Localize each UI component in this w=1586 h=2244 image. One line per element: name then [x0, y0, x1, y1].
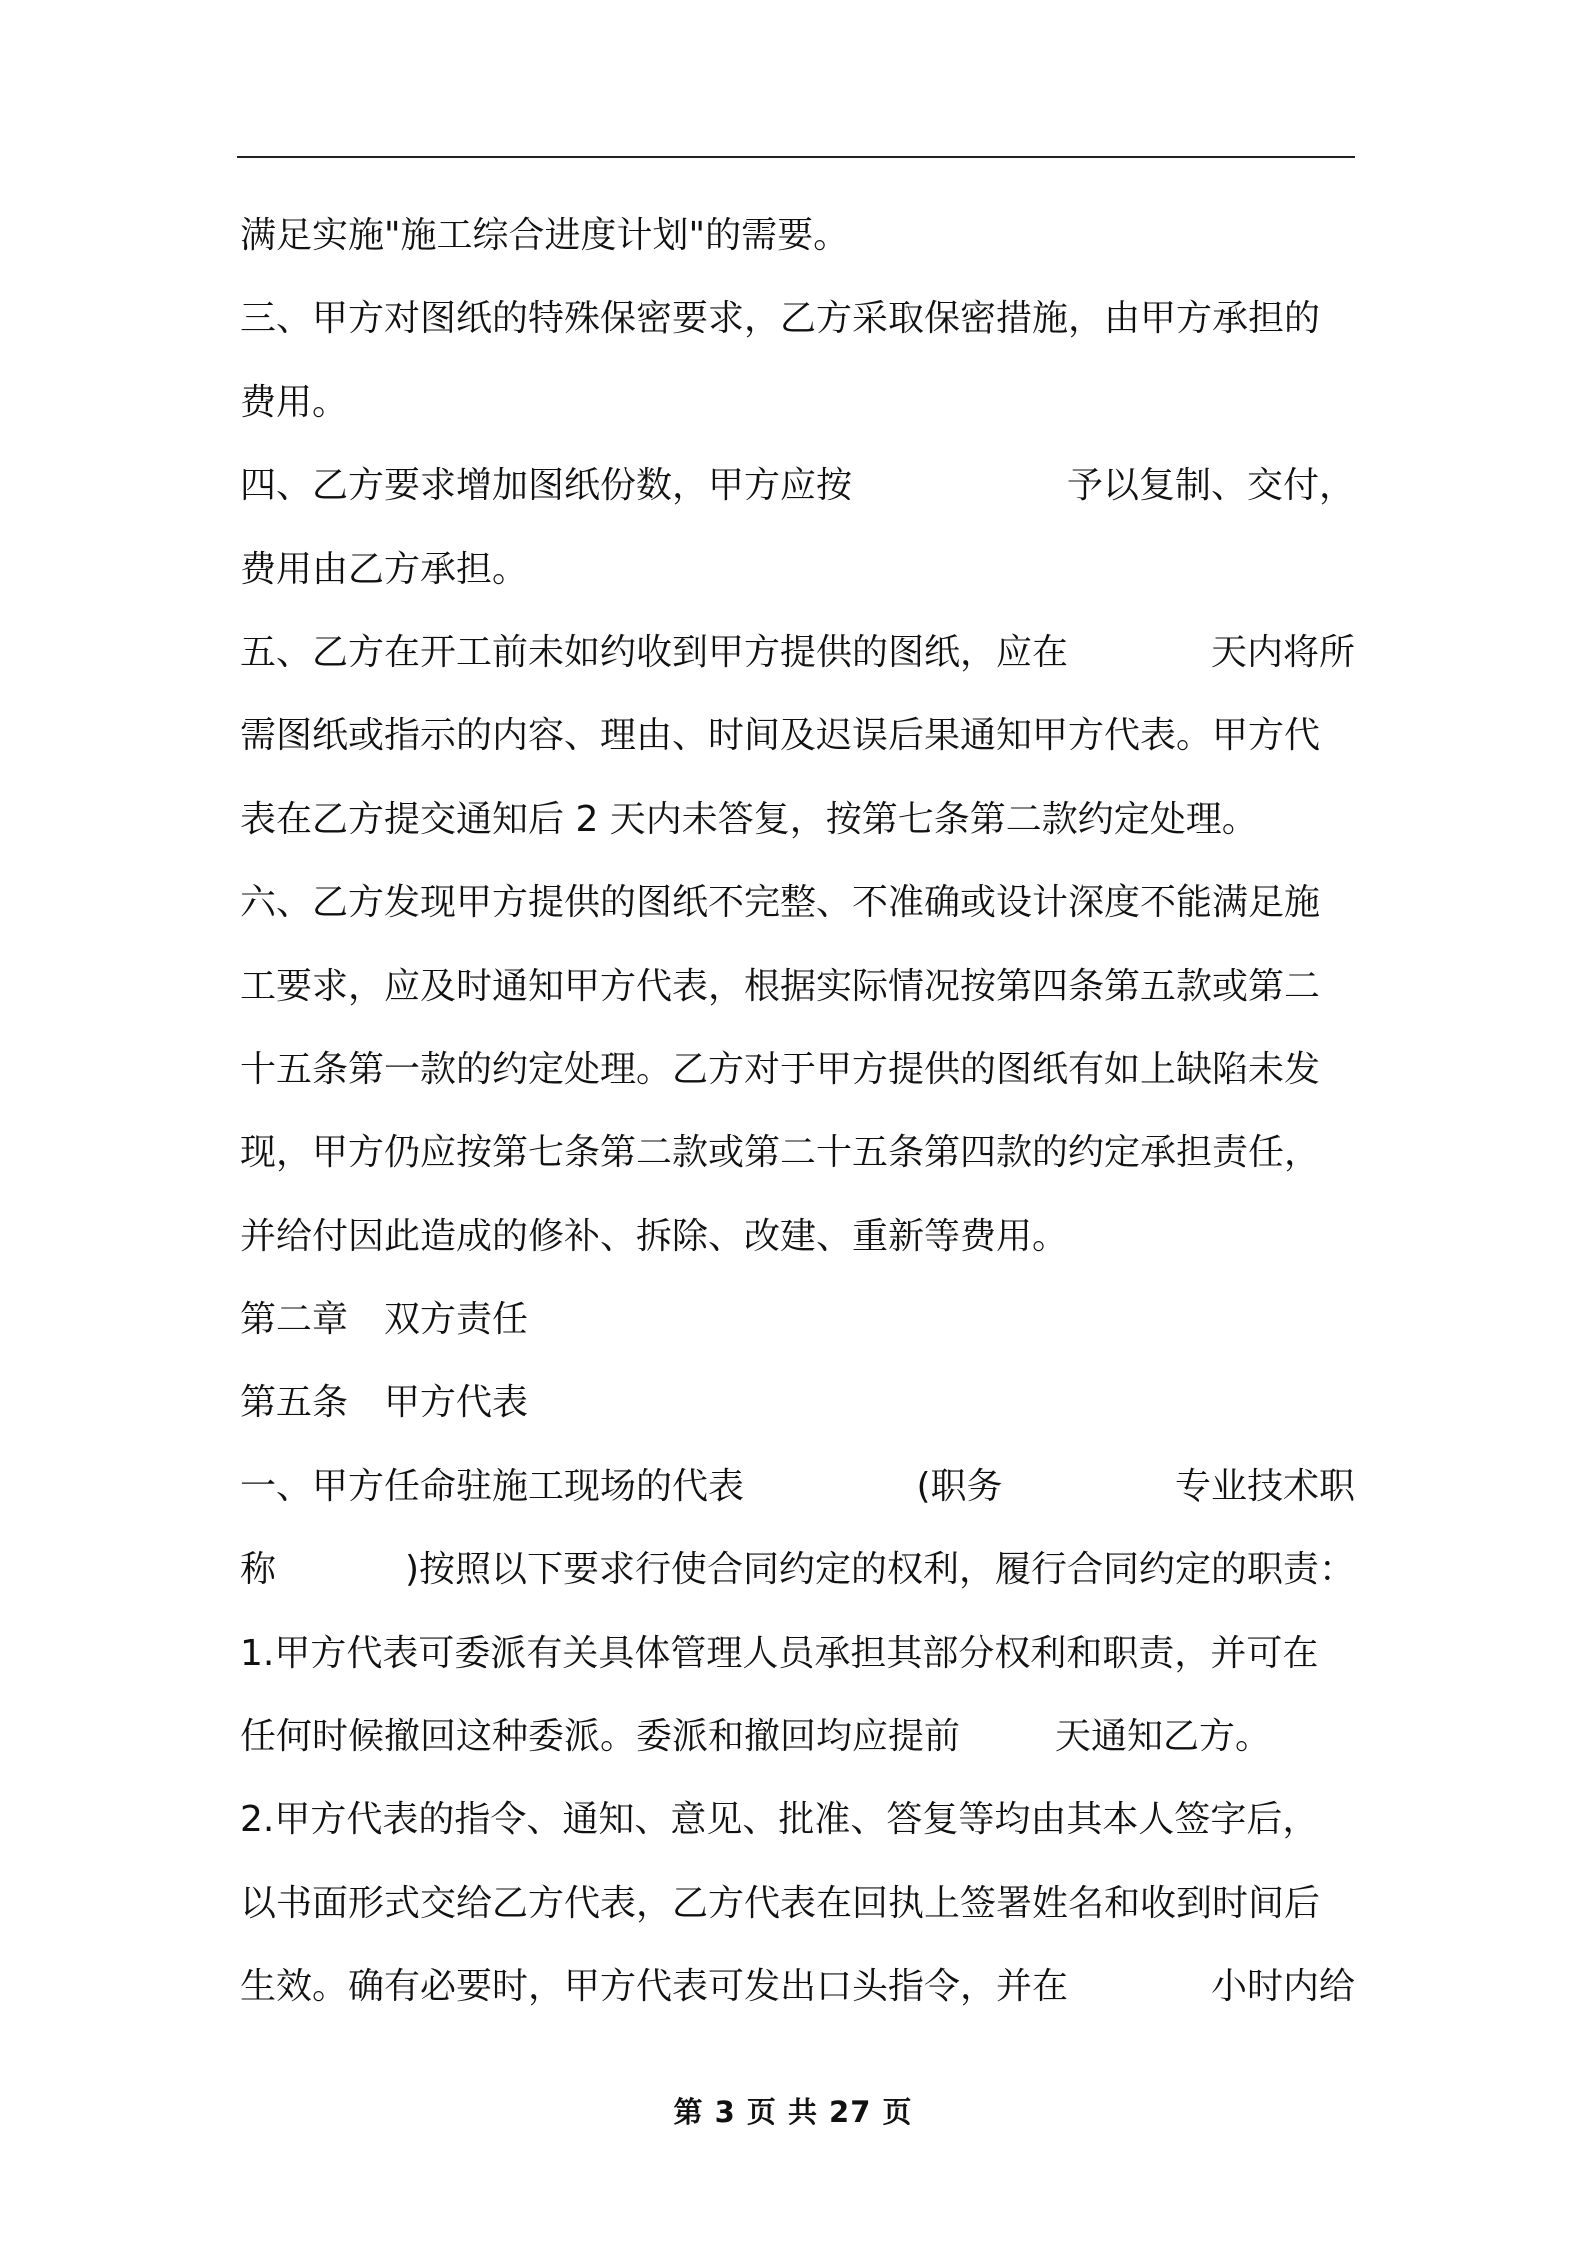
text-segment: 一、甲方任命驻施工现场的代表 [240, 1465, 745, 1507]
text-segment: 五、乙方在开工前未如约收到甲方提供的图纸，应在 [240, 631, 1069, 673]
text-line [240, 1445, 1355, 1528]
text-segment: 1.甲方代表可委派有关具体管理人员承担其部分权利和职责，并可在 [240, 1632, 1319, 1674]
text-line [240, 861, 1355, 944]
text-line [240, 1778, 1355, 1861]
text-segment: 表在乙方提交通知后 2 天内未答复，按第七条第二款约定处理。 [240, 798, 1258, 840]
text-line [240, 361, 1355, 444]
text-line [240, 1028, 1355, 1111]
text-line [240, 778, 1355, 861]
page-number-label: 第 3 页 共 27 页 [673, 2095, 913, 2129]
text-segment: 费用。 [240, 381, 349, 423]
chapter-heading [240, 1278, 1355, 1361]
text-segment: 费用由乙方承担。 [240, 548, 529, 590]
contract-body [240, 194, 1355, 2029]
text-segment: 需图纸或指示的内容、理由、时间及迟误后果通知甲方代表。甲方代 [240, 715, 1321, 757]
text-segment: (职务 [916, 1465, 1003, 1507]
text-segment: 以书面形式交给乙方代表，乙方代表在回执上签署姓名和收到时间后 [240, 1882, 1321, 1924]
text-line [240, 277, 1355, 360]
text-segment: 予以复制、交付， [1066, 465, 1355, 507]
text-segment: )按照以下要求行使合同约定的权利，履行合同约定的职责： [404, 1549, 1355, 1591]
text-segment: 四、乙方要求增加图纸份数，甲方应按 [240, 465, 853, 507]
text-line [240, 528, 1355, 611]
text-line [240, 194, 1355, 277]
text-segment: 称 [240, 1549, 277, 1591]
text-segment: 生效。确有必要时，甲方代表可发出口头指令，并在 [240, 1966, 1069, 2008]
text-line [240, 1528, 1355, 1611]
text-segment: 天通知乙方。 [1055, 1716, 1272, 1758]
text-line [240, 1945, 1355, 2028]
text-line [240, 611, 1355, 694]
text-segment: 现，甲方仍应按第七条第二款或第二十五条第四款的约定承担责任， [240, 1132, 1321, 1174]
text-segment: 三、甲方对图纸的特殊保密要求，乙方采取保密措施，由甲方承担的 [240, 298, 1321, 340]
text-line [240, 444, 1355, 527]
text-segment: 工要求，应及时通知甲方代表，根据实际情况按第四条第五款或第二 [240, 965, 1321, 1007]
text-segment: 十五条第一款的约定处理。乙方对于甲方提供的图纸有如上缺陷未发 [240, 1048, 1321, 1090]
text-segment: 满足实施"施工综合进度计划"的需要。 [240, 215, 850, 256]
text-line [240, 1695, 1355, 1778]
text-segment: 第二章 双方责任 [240, 1299, 529, 1341]
text-line [240, 945, 1355, 1028]
text-line [240, 1862, 1355, 1945]
text-segment: 任何时候撤回这种委派。委派和撤回均应提前 [240, 1716, 961, 1758]
text-segment: 并给付因此造成的修补、拆除、改建、重新等费用。 [240, 1215, 1069, 1257]
text-line [240, 1195, 1355, 1278]
text-segment: 2.甲方代表的指令、通知、意见、批准、答复等均由其本人签字后， [240, 1799, 1319, 1841]
text-line [240, 1612, 1355, 1695]
text-line [240, 694, 1355, 777]
text-segment: 小时内给 [1210, 1966, 1355, 2008]
text-segment: 第五条 甲方代表 [240, 1382, 529, 1424]
header-rule [237, 156, 1355, 158]
text-line [240, 1111, 1355, 1194]
article-heading [240, 1361, 1355, 1444]
text-segment: 天内将所 [1210, 631, 1355, 673]
page-footer [0, 2090, 1586, 2131]
text-segment: 六、乙方发现甲方提供的图纸不完整、不准确或设计深度不能满足施 [240, 882, 1321, 924]
text-segment: 专业技术职 [1174, 1465, 1355, 1507]
